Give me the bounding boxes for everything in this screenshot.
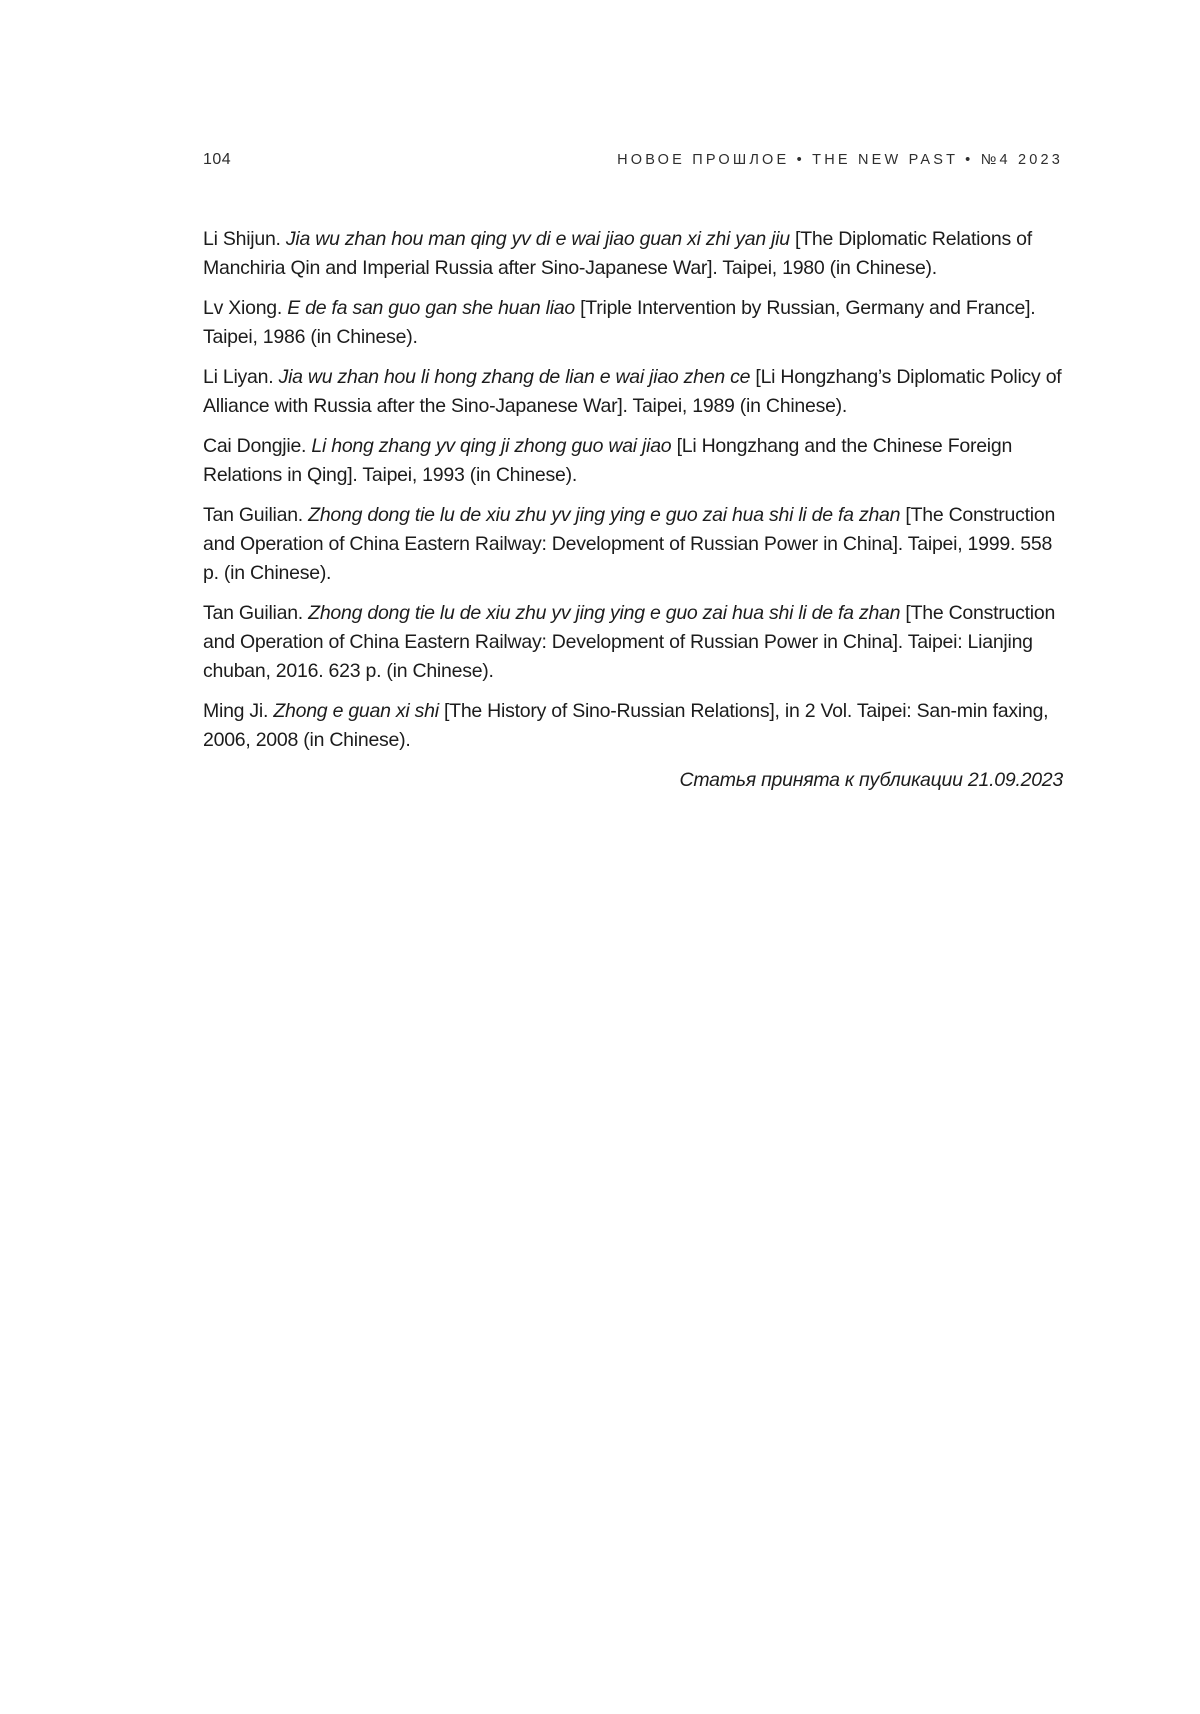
page-number: 104: [203, 151, 232, 168]
reference-author: Tan Guilian.: [203, 602, 309, 624]
reference-title: Zhong dong tie lu de xiu zhu yv jing ying e guo zai hua shi li de fa zhan: [308, 602, 906, 624]
reference-entry: [203, 697, 1063, 755]
reference-author: Lv Xiong.: [203, 297, 288, 319]
reference-title: Jia wu zhan hou man qing yv di e wai jiao guan xi zhi yan jiu: [285, 228, 796, 250]
reference-entry: [203, 432, 1063, 490]
reference-author: Tan Guilian.: [203, 504, 309, 526]
reference-details: [Li Hongzhang and the Chinese Foreign Relations in Qing]. Taipei, 1993 (in Chinese).: [203, 435, 1013, 486]
reference-title: Jia wu zhan hou li hong zhang de lian e wai jiao zhen ce: [278, 366, 756, 388]
reference-author: Ming Ji.: [203, 700, 274, 722]
reference-entry: [203, 294, 1063, 352]
reference-entry: [203, 501, 1063, 588]
journal-header-line: НОВОЕ ПРОШЛОЕ • THE NEW PAST • №4 2023: [617, 152, 1063, 168]
text-column: [203, 151, 1063, 795]
reference-title: Zhong dong tie lu de xiu zhu yv jing ying e guo zai hua shi li de fa zhan: [308, 504, 906, 526]
reference-entry: [203, 363, 1063, 421]
reference-author: Li Shijun.: [203, 228, 286, 250]
reference-title: E de fa san guo gan she huan liao: [287, 297, 581, 319]
reference-author: Li Liyan.: [203, 366, 279, 388]
reference-entry: [203, 225, 1063, 283]
references-list: [203, 225, 1063, 755]
reference-title: Zhong e guan xi shi: [273, 700, 444, 722]
reference-details: [Li Hongzhang’s Diplomatic Policy of Alliance with Russia after the Sino-Japanese War]. Taipei, 1989 (in Chinese).: [203, 366, 1062, 417]
article-accepted-note: Статья принята к публикации 21.09.2023: [679, 769, 1063, 791]
reference-details: [The History of Sino-Russian Relations], in 2 Vol. Taipei: San-min faxing, 2006, 2008 (in Chinese).: [203, 700, 1049, 751]
reference-title: Li hong zhang yv qing ji zhong guo wai jiao: [311, 435, 677, 457]
reference-details: [The Construction and Operation of China Eastern Railway: Development of Russian Power in China]. Taipei: Lianjing chuban, 2016. 623 p. (in Chinese).: [203, 602, 1056, 682]
running-header: [203, 151, 1063, 169]
reference-details: [The Diplomatic Relations of Manchiria Qin and Imperial Russia after Sino-Japanese War]. Taipei, 1980 (in Chinese).: [203, 228, 1032, 279]
reference-author: Cai Dongjie.: [203, 435, 312, 457]
reference-entry: [203, 599, 1063, 686]
reference-details: [Triple Intervention by Russian, Germany and France]. Taipei, 1986 (in Chinese).: [203, 297, 1036, 348]
reference-details: [The Construction and Operation of China Eastern Railway: Development of Russian Power in China]. Taipei, 1999. 558 p. (in Chinese).: [203, 504, 1056, 584]
